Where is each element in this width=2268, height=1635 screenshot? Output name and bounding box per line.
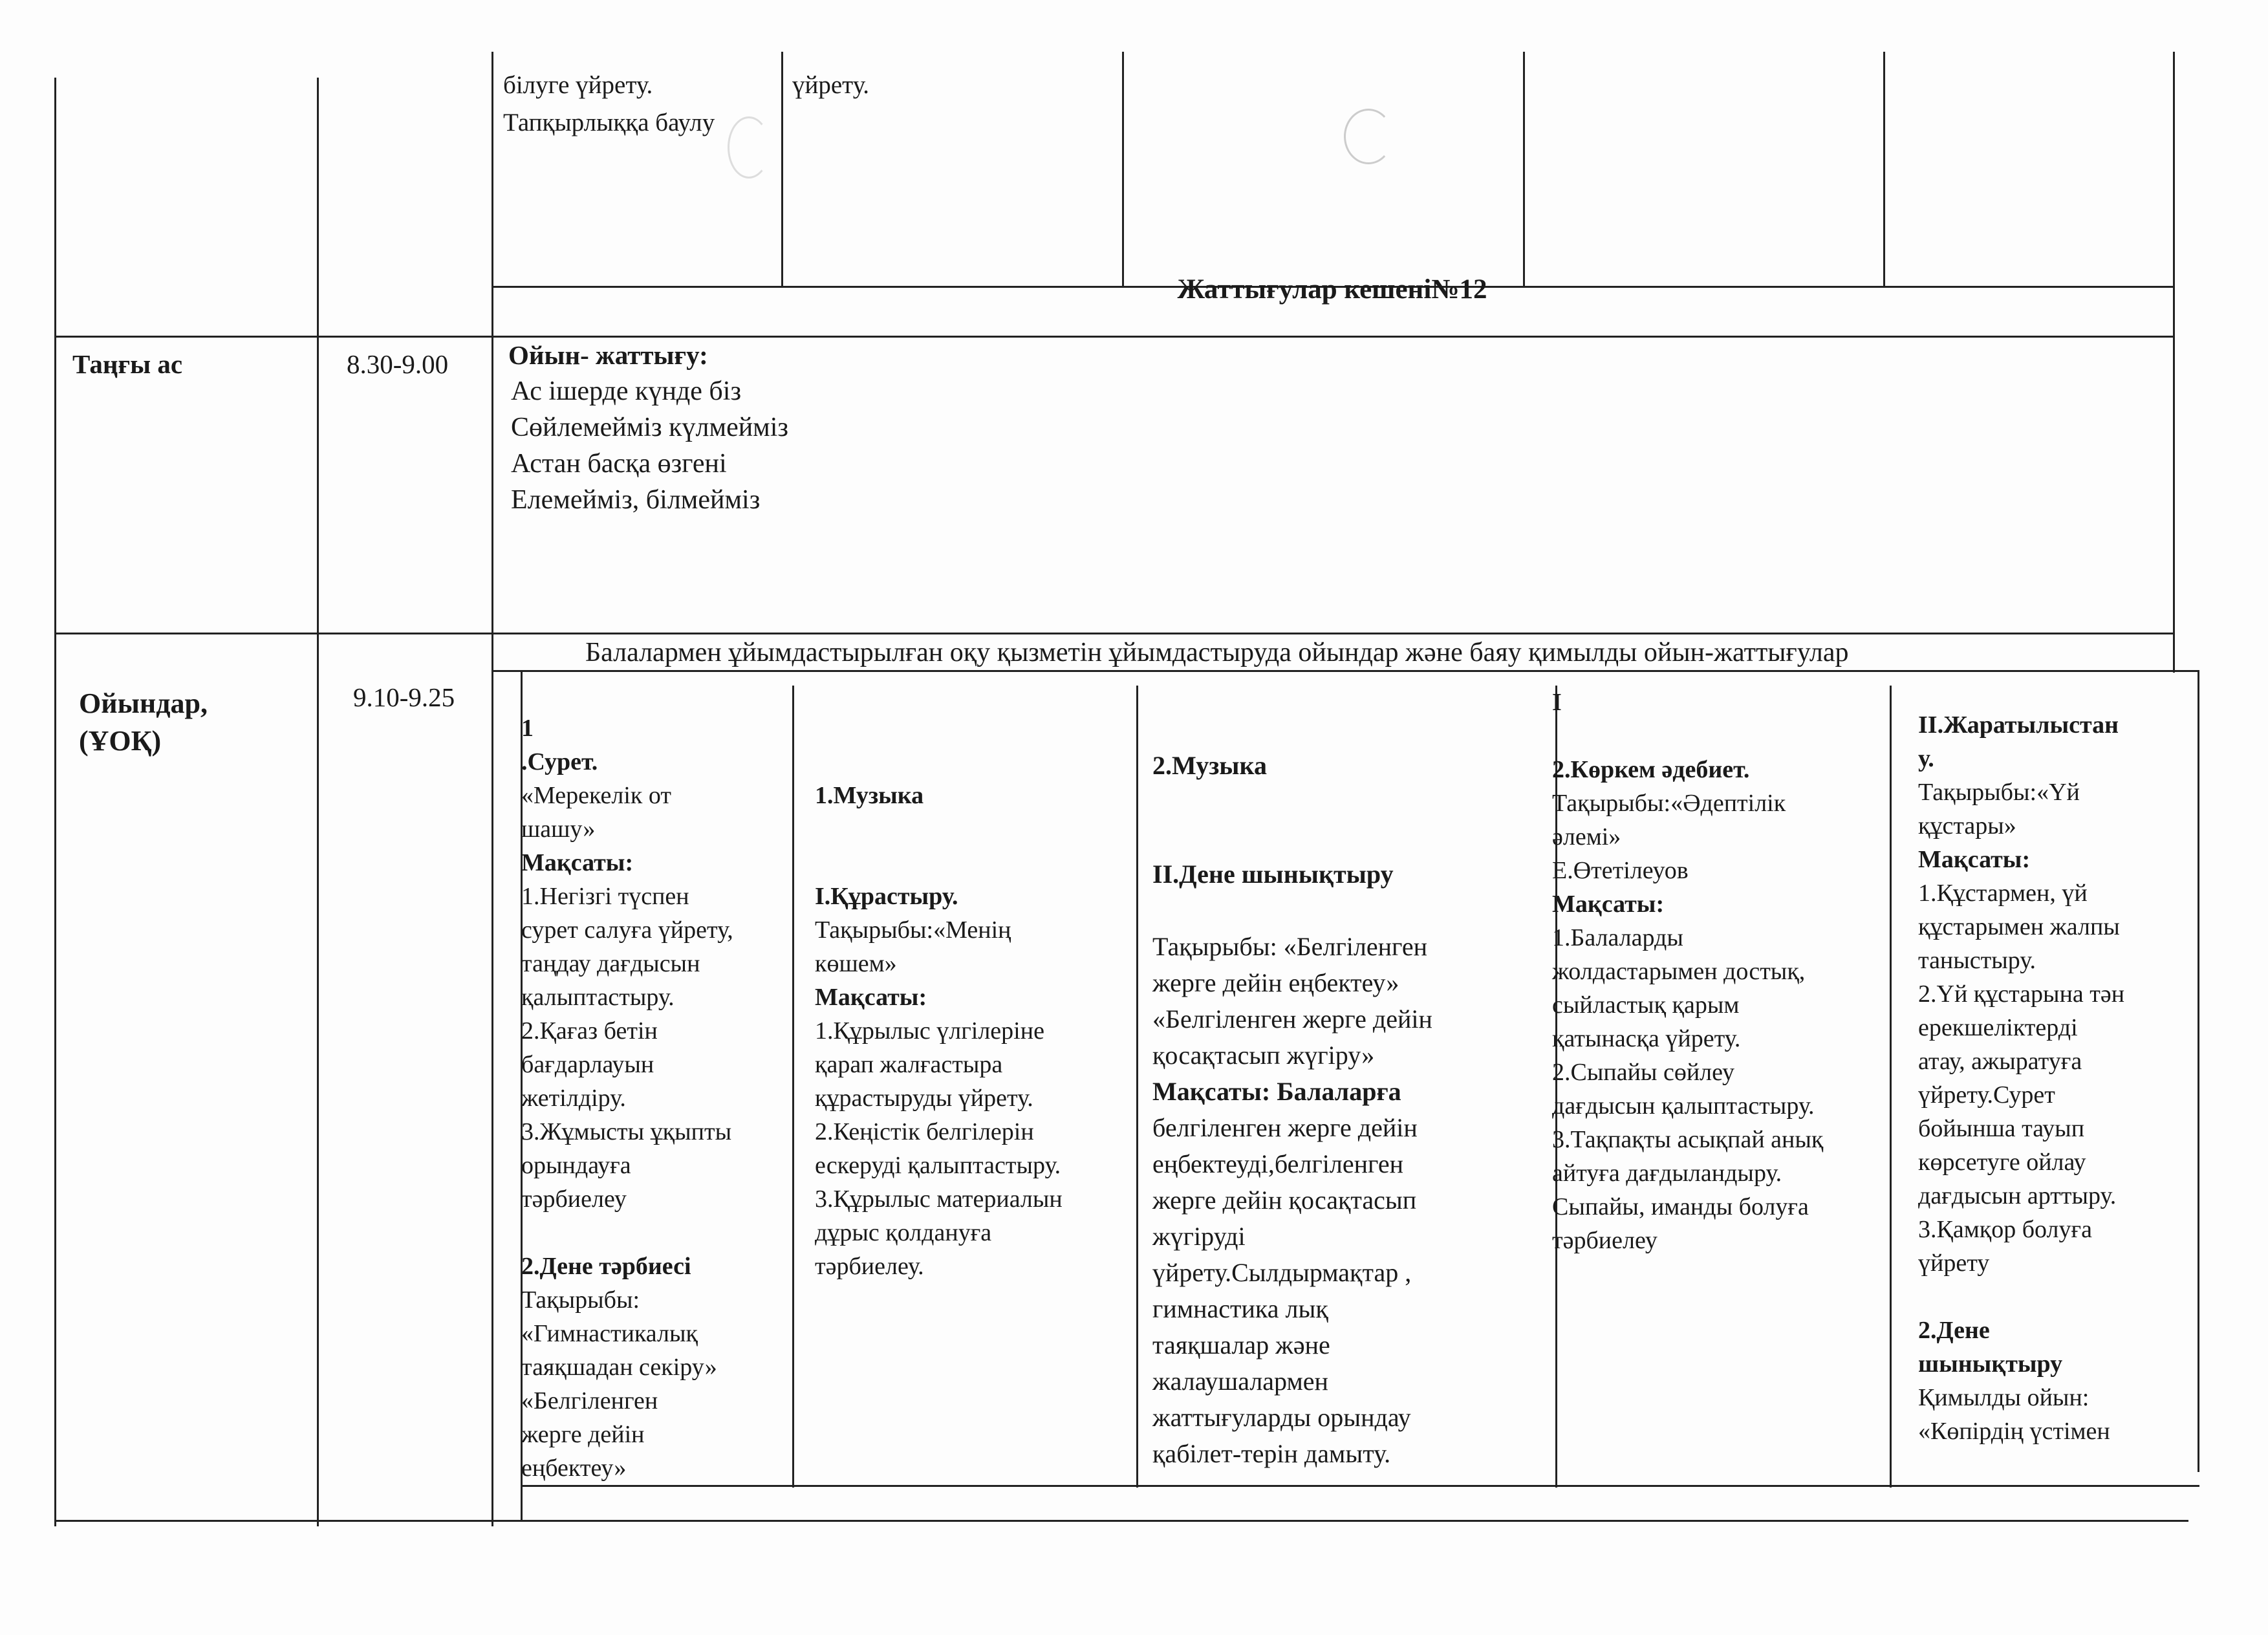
activity-line: құстарымен жалпы <box>1918 913 2120 940</box>
activity-line: І.Құрастыру. <box>815 883 958 910</box>
activity-line: тәрбиелеу <box>521 1186 627 1213</box>
breakfast-line-3: Астан басқа өзгені <box>511 449 727 479</box>
top-cell-3-line-2: Тапқырлыққа баулу <box>503 109 715 136</box>
activity-line: еңбектеуді,белгіленген <box>1152 1149 1404 1178</box>
activity-line: үйрету <box>1918 1250 1990 1277</box>
activity-line: дағдысын арттыру. <box>1918 1182 2117 1209</box>
column-divider-label <box>317 78 319 1526</box>
activity-line: қосақтасып жүгіру» <box>1152 1041 1375 1070</box>
activity-line: 3.Қамқор болуға <box>1918 1216 2092 1243</box>
activity-line: ІІ.Дене шынықтыру <box>1152 860 1394 889</box>
activity-line: таңдау дағдысын <box>521 950 700 977</box>
games-col-divider-1 <box>792 686 794 1488</box>
games-col-3 <box>1152 711 1547 1472</box>
games-col-4 <box>1552 686 1888 1257</box>
activity-line: «Белгіленген жерге дейін <box>1152 1004 1432 1034</box>
games-time: 9.10-9.25 <box>353 682 455 712</box>
activity-line <box>1152 784 1547 820</box>
activity-line: «Белгіленген <box>521 1387 658 1414</box>
activity-line: Тақырыбы: «Белгіленген <box>1152 932 1428 961</box>
activity-line: белгіленген жерге дейін <box>1152 1113 1418 1142</box>
top-col-divider-4 <box>1883 52 1885 286</box>
activity-line: 3.Жұмысты ұқыпты <box>521 1118 732 1145</box>
activity-line: ерекшеліктерді <box>1918 1014 2078 1041</box>
activity-line: гимнастика лық <box>1152 1294 1328 1323</box>
breakfast-line-1: Ас ішерде күнде біз <box>511 376 742 406</box>
top-cell-3-line-1: білуге үйрету. <box>503 71 653 99</box>
activity-line: үйрету.Сылдырмақтар , <box>1152 1258 1412 1287</box>
breakfast-label: Таңғы ас <box>72 349 183 379</box>
activity-line: шынықтыру <box>1918 1350 2063 1378</box>
activity-line: 1.Құрылыс үлгілеріне <box>815 1017 1044 1045</box>
activity-line: Мақсаты: <box>1552 891 1665 918</box>
activity-line: Е.Өтетілеуов <box>1552 857 1689 884</box>
breakfast-time: 8.30-9.00 <box>347 349 449 379</box>
activity-line: жаттығуларды орындау <box>1152 1403 1411 1432</box>
activity-line <box>521 1216 786 1250</box>
activity-line: 1 <box>521 715 534 742</box>
games-heading-bottom-line <box>491 670 2199 672</box>
exercise-heading: Жаттығулар кешені№12 <box>1177 274 1487 305</box>
activity-line: орындауға <box>521 1152 631 1179</box>
activity-line: 1.Негізгі түспен <box>521 883 689 910</box>
games-col-2 <box>815 711 1125 1283</box>
activity-line: Мақсаты: <box>815 984 927 1011</box>
activity-line <box>815 745 1125 779</box>
table-right-border <box>2173 52 2175 673</box>
activity-line <box>1552 719 1888 753</box>
activity-line: 3.Тақпақты асықпай анық <box>1552 1126 1824 1153</box>
activity-line: сыйластық қарым <box>1552 991 1740 1019</box>
activity-line: 2.Музыка <box>1152 751 1267 780</box>
activity-line: Тақырыбы:«Үй <box>1918 779 2080 806</box>
games-cols-bottom-line <box>521 1485 2199 1487</box>
breakfast-top-line <box>54 336 2173 338</box>
activity-line: жалаушалармен <box>1152 1367 1328 1396</box>
activity-line: бойынша тауып <box>1918 1115 2085 1142</box>
activity-line: тәрбиелеу. <box>815 1253 924 1280</box>
activity-line <box>1152 893 1547 929</box>
activity-line: жолдастарымен достық, <box>1552 958 1806 985</box>
activity-line: .Сурет. <box>521 748 598 775</box>
activity-line: жетілдіру. <box>521 1085 626 1112</box>
activity-line: шашу» <box>521 816 596 843</box>
activity-line: «Мерекелік от <box>521 782 671 809</box>
activity-line: 2.Дене тәрбиесі <box>521 1253 691 1280</box>
top-col-divider-2 <box>1122 52 1124 286</box>
activity-line: таяқшадан секіру» <box>521 1354 717 1381</box>
activity-line: «Гимнастикалық <box>521 1320 698 1347</box>
activity-line: 2.Қағаз бетін <box>521 1017 658 1045</box>
activity-line: Мақсаты: <box>521 849 634 876</box>
table-bottom-border <box>54 1520 2188 1522</box>
activity-line: жерге дейін қосақтасып <box>1152 1186 1417 1215</box>
scan-artifact-circle <box>1344 109 1393 164</box>
breakfast-line-4: Елемейміз, білмейміз <box>511 485 761 515</box>
activity-line: Қимылды ойын: <box>1918 1384 2090 1411</box>
games-top-line <box>54 633 2173 634</box>
activity-line <box>815 846 1125 880</box>
games-col-right-border <box>2198 670 2199 1472</box>
activity-line: 3.Құрылыс материалын <box>815 1186 1063 1213</box>
activity-line <box>1918 1280 2190 1314</box>
top-col-divider-1 <box>781 52 783 286</box>
activity-line: құрастыруды үйрету. <box>815 1085 1033 1112</box>
activity-line: сурет салуға үйрету, <box>521 916 733 944</box>
activity-line: қарап жалғастыра <box>815 1051 1003 1078</box>
activity-line: қалыптастыру. <box>521 984 675 1011</box>
top-cell-4-line-1: үйрету. <box>792 71 870 99</box>
activity-line: 1.Балаларды <box>1552 924 1683 951</box>
top-col-divider-3 <box>1523 52 1525 286</box>
activity-line: жерге дейін <box>521 1421 645 1448</box>
activity-line: І <box>1552 689 1562 716</box>
activity-line: ескеруді қалыптастыру. <box>815 1152 1061 1179</box>
activity-line: таяқшалар және <box>1152 1330 1330 1359</box>
activity-line: дағдысын қалыптастыру. <box>1552 1092 1815 1120</box>
activity-line: көрсетуге ойлау <box>1918 1149 2086 1176</box>
activity-line: 2.Кеңістік белгілерін <box>815 1118 1034 1145</box>
activity-line: дұрыс қолдануға <box>815 1219 992 1246</box>
activity-line: бағдарлауын <box>521 1051 654 1078</box>
activity-line: тәрбиелеу <box>1552 1227 1658 1254</box>
activity-line: көшем» <box>815 950 897 977</box>
games-label-line-2: (ҰОҚ) <box>79 725 162 757</box>
activity-line: 2.Көркем әдебиет. <box>1552 756 1750 783</box>
activity-line: Сыпайы, иманды болуға <box>1552 1193 1809 1220</box>
activity-line: Тақырыбы: <box>521 1286 640 1314</box>
activity-line: әлемі» <box>1552 823 1621 850</box>
activity-line: 2.Дене <box>1918 1317 1990 1344</box>
games-label-line-1: Ойындар, <box>79 688 208 719</box>
breakfast-line-2: Сөйлемейміз күлмейміз <box>511 413 789 442</box>
games-heading: Балалармен ұйымдастырылған оқу қызметін ұйымдастыруда ойындар және баяу қимылды ойын-жаттығулар <box>585 638 1849 667</box>
activity-line: ІІ.Жаратылыстан <box>1918 711 2119 739</box>
games-col-5 <box>1918 708 2190 1448</box>
activity-line: 1.Құстармен, үй <box>1918 880 2088 907</box>
activity-line: айтуға дағдыландыру. <box>1552 1160 1782 1187</box>
activity-line: Тақырыбы:«Әдептілік <box>1552 790 1786 817</box>
activity-line: Мақсаты: <box>1918 846 2031 873</box>
activity-line <box>1152 711 1547 748</box>
activity-line: жүгіруді <box>1152 1222 1246 1251</box>
activity-line: Тақырыбы:«Менің <box>815 916 1011 944</box>
games-col-divider-4 <box>1890 686 1892 1488</box>
activity-line: у. <box>1918 745 1934 772</box>
activity-line: үйрету.Сурет <box>1918 1081 2055 1109</box>
activity-line: 1.Музыка <box>815 782 924 809</box>
activity-line: еңбектеу» <box>521 1455 627 1482</box>
scan-artifact-circle <box>728 116 770 179</box>
activity-line: қатынасқа үйрету. <box>1552 1025 1741 1052</box>
activity-line: құстары» <box>1918 812 2016 839</box>
activity-line: 2.Сыпайы сөйлеу <box>1552 1059 1735 1086</box>
table-left-border <box>54 78 56 1526</box>
breakfast-title: Ойын- жаттығу: <box>508 340 708 370</box>
activity-line: «Көпірдің үстімен <box>1918 1418 2110 1445</box>
activity-line <box>815 711 1125 745</box>
activity-line: 2.Үй құстарына тән <box>1918 980 2125 1008</box>
activity-line <box>1152 820 1547 856</box>
games-col-1 <box>521 711 786 1485</box>
activity-line: таныстыру. <box>1918 947 2036 974</box>
activity-line <box>815 812 1125 846</box>
activity-line: Мақсаты: Балаларға <box>1152 1077 1401 1106</box>
activity-line: қабілет-терін дамыту. <box>1152 1439 1391 1468</box>
activity-line: жерге дейін еңбектеу» <box>1152 968 1399 997</box>
games-col-divider-2 <box>1136 686 1138 1488</box>
activity-line: атау, ажыратуға <box>1918 1048 2082 1075</box>
